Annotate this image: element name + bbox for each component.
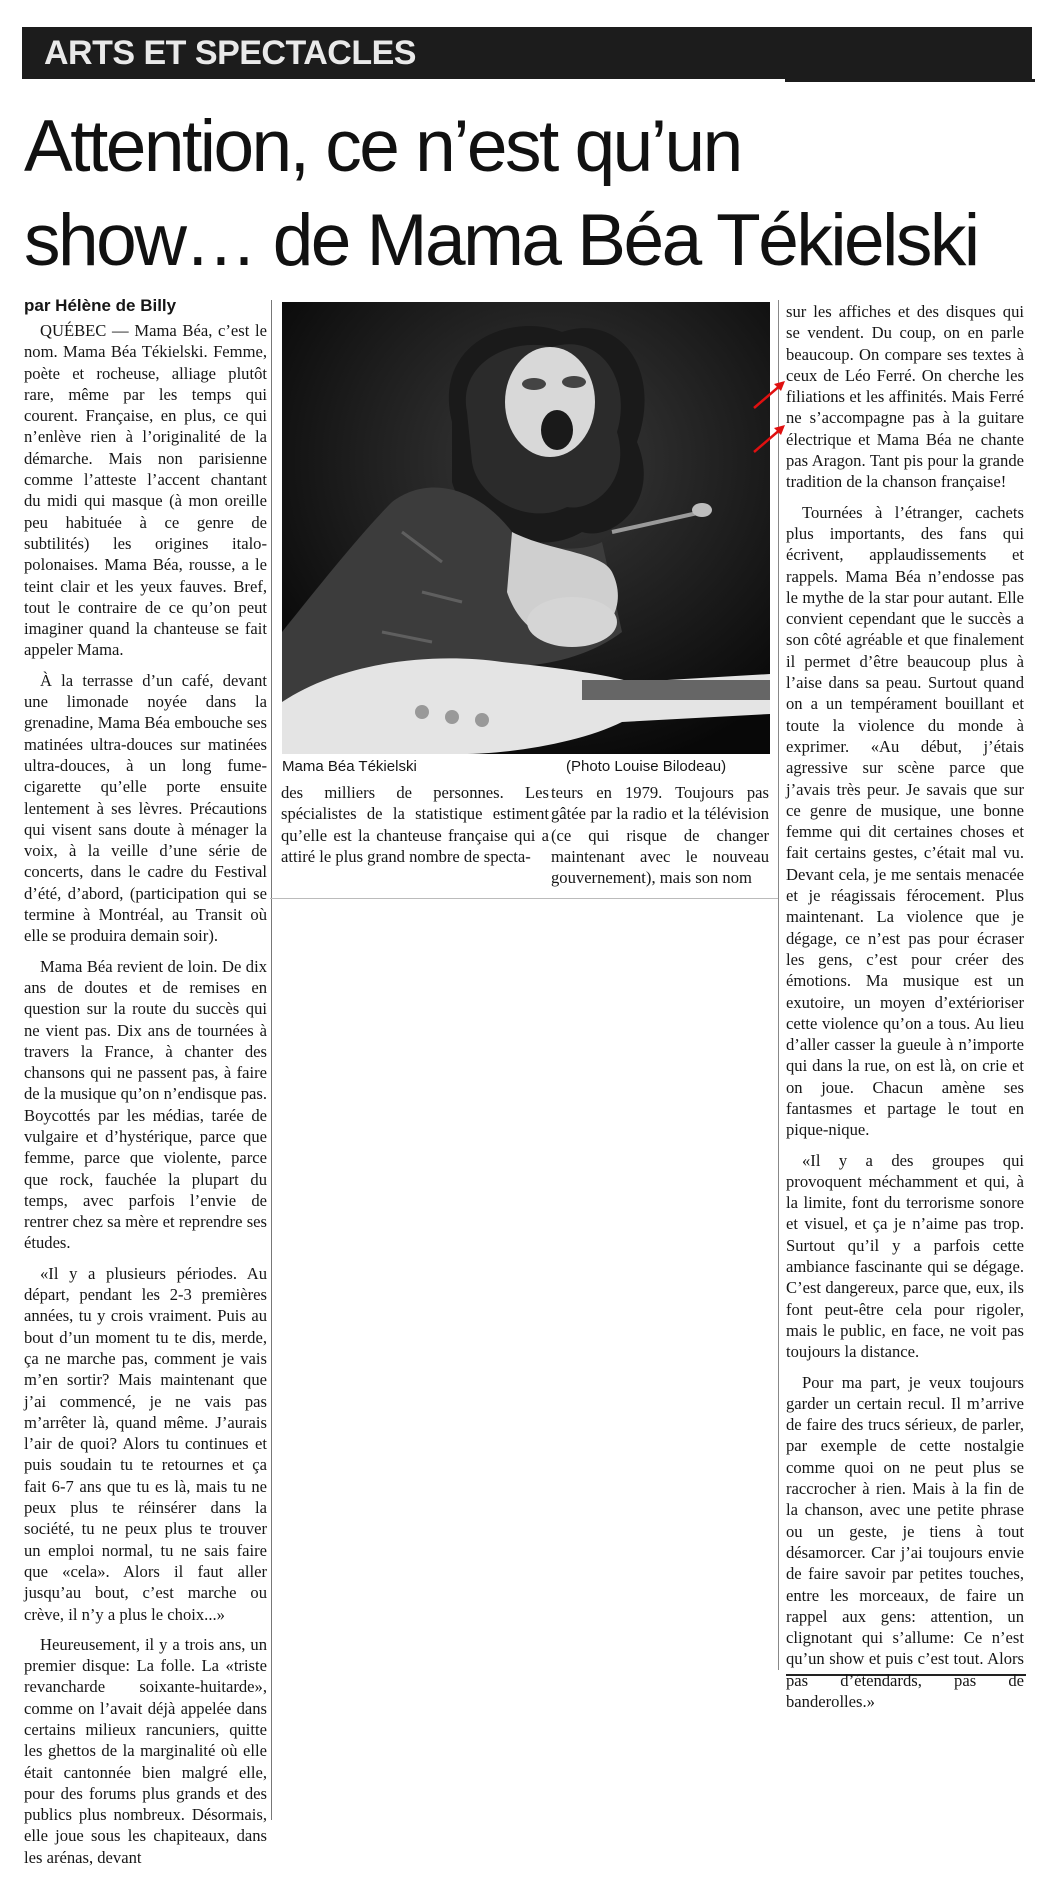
annotation-arrow-icon (752, 378, 788, 412)
article-column-4 (786, 301, 1024, 1721)
article-column-2 (281, 782, 549, 876)
paragraph: Pour ma part, je veux toujours garder un certain recul. Il m’arrive de faire des trucs sérieux, de parler, par exemple de cette nostalgie comme quoi on ne peut plus se raccrocher à rien. Mais à la fin de la chanson, avec une petite phrase ou un geste, je tiens à tout désamorcer. Car j’ai toujours envie de faire savoir par petites touches, entre les morceaux, de faire un rappel aux gens: attention, un clignotant qui s’allume: Ce n’est qu’un show et puis c’est tout. Alors pas d’étendards, pas de banderolles.» (786, 1372, 1024, 1711)
photo-caption-credit: (Photo Louise Bilodeau) (566, 758, 727, 775)
section-banner: ARTS ET SPECTACLES (22, 27, 1032, 79)
paragraph: des milliers de personnes. Les spécialistes de la statistique estiment qu’elle est la chanteuse française qui a attiré le plus grand nombre de specta- (281, 783, 549, 866)
column-divider (271, 300, 272, 1820)
paragraph: À la terrasse d’un café, devant une limonade noyée dans la grenadine, Mama Béa embouche ses matinées ultra-douces sur matinées ultra-douces, à un long fume-cigarette qu’elle porte ensuite lentement à ses lèvres. Précautions qui visent sans doute à ménager la voix, à la veille d’une série de concerts, dans le cadre du Festival d’été, d’abord, (participation qui se termine à Montréal, au Transit où elle se produira demain soir). (24, 670, 267, 946)
paragraph: «Il y a plusieurs périodes. Au départ, pendant les 2-3 premières années, tu y crois vraiment. Puis au bout d’un moment tu te dis, merde, ça ne marche pas, comment je vais m’en sortir? Mais maintenant que j’ai commencé, je ne vais pas m’arrêter là, quand même. J’aurais l’air de quoi? Alors tu continues et puis soudain tu te retournes et ça fait 6-7 ans que tu es là, mais tu ne peux plus te réinsérer dans la société, tu ne peux plus te trouver un emploi normal, tu ne sais faire que «cela». Alors il faut aller jusqu’au bout, c’est marche ou crève, il n’y a plus le choix...» (24, 1263, 267, 1624)
headline-line-1: Attention, ce n’est qu’un (24, 106, 741, 187)
headline (24, 100, 1034, 288)
paragraph: sur les affiches et des disques qui se vendent. Du coup, on en parle beaucoup. On compare ses textes à ceux de Léo Ferré. On cherche les filiations et les affinités. Mais Ferré ne s’accompagne pas à la guitare électrique et Mama Béa ne chante pas Aragon. Tant pis pour la grande tradition de la chanson française! (786, 302, 1024, 492)
paragraph: Heureusement, il y a trois ans, un premier disque: La folle. La «triste revancharde soixante-huitarde», comme on l’avait déjà appelée dans certains milieux rancuniers, quitte les ghettos de la marginalité où elle était cantonnée bien malgré elle, pour des forums plus grands et des publics plus nombreux. Désormais, elle joue sous les chapiteaux, dans les arénas, devant (24, 1634, 267, 1867)
paragraph: Tournées à l’étranger, cachets plus importants, des fans qui écrivent, applaudissements et rappels. Mama Béa n’endosse pas le mythe de la star pour autant. Elle convient cependant que le succès a son côté agréable et que finalement il permet d’être beaucoup plus à l’aise dans sa peau. Surtout quand on a un tempérament bouillant et toute la violence du monde à exprimer. «Au début, j’étais agressive sur scène parce que j’avais très peur. Je savais que sur ce genre de musique, une bonne femme qui dit certaines choses et fait certains gestes, c’était mal vu. Devant cela, je me sentais menacée et je réagissais férocement. Plus maintenant. La violence que je dégage, ce n’est pas pour écraser les gens, c’est pour créer des émotions. Ma musique est un exutoire, un moyen d’extérioriser cette violence qu’on a tous. Au lieu d’aller casser la gueule à n’importe qui dans la rue, on est là, on crie et on joue. Chacun amène ses fantasmes et partage le tout en pique-nique. (786, 502, 1024, 1140)
photo-caption-name: Mama Béa Tékielski (282, 758, 417, 775)
article-bottom-rule (270, 898, 778, 899)
banner-underline (785, 79, 1035, 82)
paragraph: Mama Béa revient de loin. De dix ans de doutes et de remises en question sur la route du succès qui ne vient pas. Dix ans de tournées à travers la France, à chanter des chansons qui ne passent pas, à faire de la musique qu’on n’endisque pas. Boycottés par les médias, tarée de vulgaire et d’hystérique, parce que femme, parce que violente, parce que rock, fauchée la plupart du temps, avec parfois l’envie de rentrer chez sa mère et reprendre ses études. (24, 956, 267, 1253)
concert-photo (282, 302, 770, 754)
paragraph: teurs en 1979. Toujours pas gâtée par la radio et la télévision (ce qui risque de changer maintenant avec le nouveau gouvernement), mais son nom (551, 783, 769, 888)
column-divider (778, 300, 779, 1670)
paragraph: QUÉBEC — Mama Béa, c’est le nom. Mama Béa Tékielski. Femme, poète et rocheuse, alliage plutôt rare, même par les temps qui courent. Française, en plus, ce qui n’enlève rien à l’originalité de la démarche. Mais non parisienne comme l’atteste l’accent chantant du midi qui masque (à mon oreille peu habituée à ce genre de subtilités) les origines italo-polonaises. Mama Béa, rousse, a le teint clair et les yeux fauves. Bref, tout le contraire de ce qu’on peut imaginer quand la chanteuse se fait appeler Mama. (24, 321, 267, 660)
headline-line-2: show… de Mama Béa Tékielski (24, 200, 978, 281)
paragraph: «Il y a des groupes qui provoquent méchamment et qui, à la limite, font du terrorisme sonore et visuel, et ça je n’aime pas trop. Surtout qu’il y a parfois cette ambiance fascinante qui se dégage. C’est dangereux, parce que, eux, ils font peut-être cela pour rigoler, mais le public, en face, ne voit pas toujours la distance. (786, 1150, 1024, 1362)
byline: par Hélène de Billy (24, 296, 177, 315)
article-column-1 (24, 320, 267, 1877)
annotation-arrow-icon (752, 422, 788, 456)
article-column-3 (551, 782, 769, 897)
performer-photo-illustration (282, 302, 770, 754)
